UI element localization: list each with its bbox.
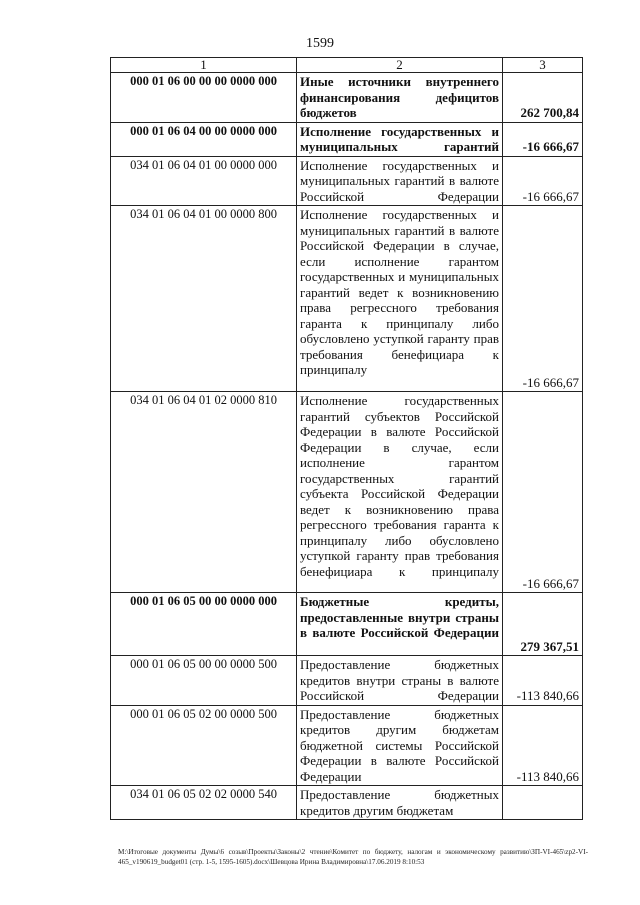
document-path-footer: М:\Итоговые документы Думы\6 созыв\Проекты\Законы\2 чтение\Комитет по бюджету, налогам и экономическому развитию\ЗП-VI-465\zp2-VI-465_v190619_budget01 (стр. 1-5, 1595-1605).docx\Шевцова Ирина Владимировна\17.06.2019 8:10:53	[118, 848, 588, 866]
column-header: 2	[297, 58, 503, 73]
table-row	[111, 122, 583, 156]
table-row	[111, 656, 583, 706]
code-cell: 000 01 06 05 02 00 0000 500	[111, 705, 297, 786]
name-cell: Исполнение государственных и муниципальных гарантий	[297, 122, 503, 156]
table-header-row	[111, 58, 583, 73]
table-row	[111, 206, 583, 392]
table-row	[111, 705, 583, 786]
code-cell: 034 01 06 05 02 02 0000 540	[111, 786, 297, 820]
name-cell: Бюджетные кредиты, предоставленные внутри страны в валюте Российской Федерации	[297, 593, 503, 656]
amount-cell: -16 666,67	[503, 392, 583, 593]
code-cell: 034 01 06 04 01 00 0000 000	[111, 156, 297, 206]
code-cell: 000 01 06 00 00 00 0000 000	[111, 73, 297, 123]
amount-cell	[503, 786, 583, 820]
code-cell: 034 01 06 04 01 00 0000 800	[111, 206, 297, 392]
amount-cell: -113 840,66	[503, 705, 583, 786]
table-row	[111, 392, 583, 593]
name-cell: Исполнение государственных и муниципальных гарантий в валюте Российской Федерации	[297, 156, 503, 206]
amount-cell: -113 840,66	[503, 656, 583, 706]
amount-cell: -16 666,67	[503, 122, 583, 156]
name-cell: Исполнение государственных гарантий субъектов Российской Федерации в валюте Российской Федерации в случае, если исполнение гарантом государственных гарантий субъекта Российской Федерации ведет к возникновению права регрессного требования гаранта к принципалу либо обусловлено уступкой гаранту прав требования бенефициара к принципалу	[297, 392, 503, 593]
column-header: 1	[111, 58, 297, 73]
table-row	[111, 786, 583, 820]
name-cell: Предоставление бюджетных кредитов другим бюджетам	[297, 786, 503, 820]
amount-cell: 279 367,51	[503, 593, 583, 656]
code-cell: 000 01 06 05 00 00 0000 000	[111, 593, 297, 656]
name-cell: Предоставление бюджетных кредитов внутри страны в валюте Российской Федерации	[297, 656, 503, 706]
code-cell: 000 01 06 04 00 00 0000 000	[111, 122, 297, 156]
page-number: 1599	[306, 36, 334, 51]
amount-cell: -16 666,67	[503, 156, 583, 206]
table-row	[111, 593, 583, 656]
name-cell: Предоставление бюджетных кредитов другим бюджетам бюджетной системы Российской Федерации в валюте Российской Федерации	[297, 705, 503, 786]
code-cell: 034 01 06 04 01 02 0000 810	[111, 392, 297, 593]
amount-cell: -16 666,67	[503, 206, 583, 392]
code-cell: 000 01 06 05 00 00 0000 500	[111, 656, 297, 706]
amount-cell: 262 700,84	[503, 73, 583, 123]
budget-sources-table	[110, 57, 583, 820]
table-row	[111, 156, 583, 206]
column-header: 3	[503, 58, 583, 73]
table-row	[111, 73, 583, 123]
name-cell: Исполнение государственных и муниципальных гарантий в валюте Российской Федерации в случае, если исполнение гарантом государственных и муниципальных гарантий ведет к возникновению права регрессного требования гаранта к принципалу либо обусловлено уступкой гаранту прав требования бенефициара к принципалу	[297, 206, 503, 392]
name-cell: Иные источники внутреннего финансирования дефицитов бюджетов	[297, 73, 503, 123]
